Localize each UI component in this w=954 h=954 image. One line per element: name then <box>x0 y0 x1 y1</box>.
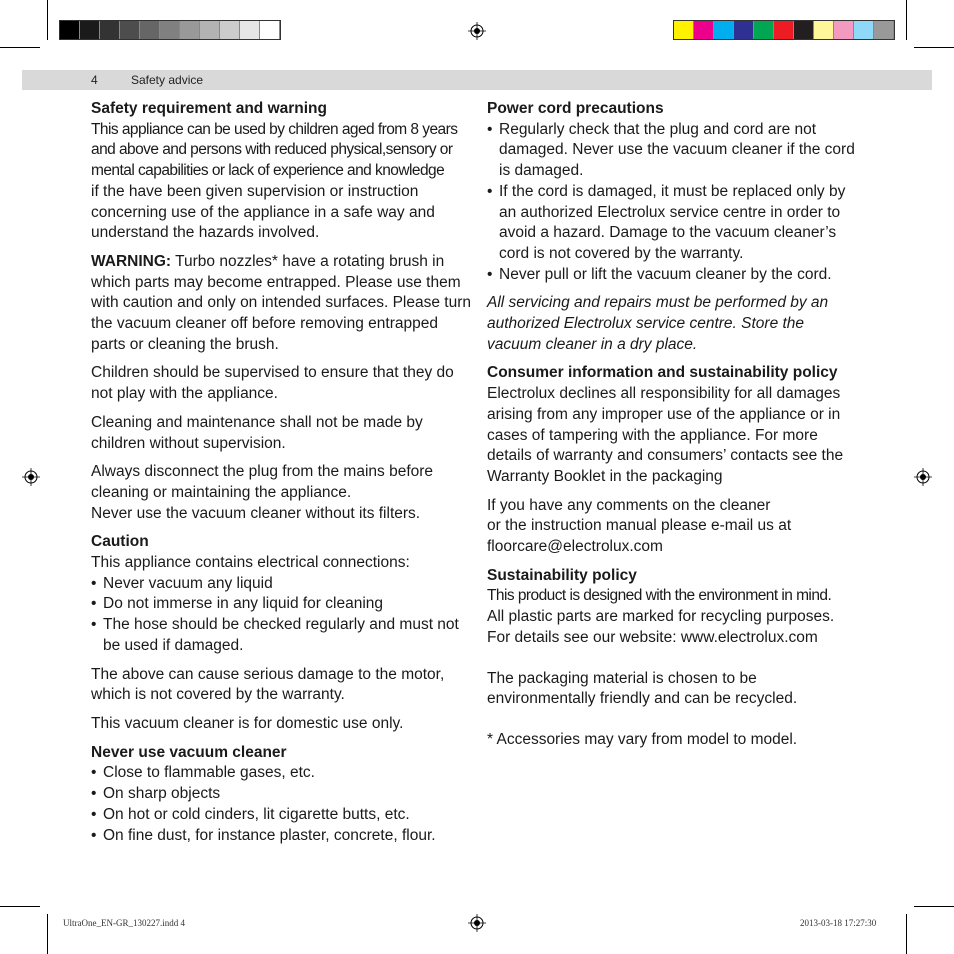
crop-mark <box>906 914 907 954</box>
paragraph-cleaning: Cleaning and maintenance shall not be made by children without supervision. <box>91 413 423 452</box>
text-line: Always disconnect the plug from the mains before cleaning or maintaining the appliance. <box>91 463 434 501</box>
section-title: Safety advice <box>131 73 204 87</box>
color-swatch <box>714 21 734 39</box>
paragraph-packaging: The packaging material is chosen to be environmentally friendly and can be recycled. <box>487 669 798 708</box>
registration-mark-icon <box>468 22 486 40</box>
heading-never-use: Never use vacuum cleaner <box>91 743 287 761</box>
paragraph-warning <box>91 252 471 356</box>
heading-sustainability: Sustainability policy <box>487 566 637 584</box>
email-address: floorcare@electrolux.com <box>487 538 663 556</box>
grayscale-color-bar <box>59 20 281 40</box>
spacer <box>487 710 862 730</box>
list-item: • On sharp objects <box>91 784 471 805</box>
paragraph-sustainability <box>487 586 862 648</box>
paragraph-domestic-use: This vacuum cleaner is for domestic use only. <box>91 714 404 732</box>
paragraph-consumer: Electrolux declines all responsibility for all damages arising from any improper use of the appliance or in cases of tampering with the appliance. For more details of warranty and consumers’ contacts see the Warranty Booklet in the packaging <box>487 385 844 485</box>
color-swatch <box>260 21 280 39</box>
color-swatch <box>180 21 200 39</box>
heading-safety-requirement: Safety requirement and warning <box>91 100 327 117</box>
color-swatch <box>160 21 180 39</box>
list-item: • The hose should be checked regularly and must not be used if damaged. <box>91 615 471 656</box>
crop-mark <box>0 906 40 907</box>
paragraph-comments <box>487 496 862 558</box>
color-swatch <box>200 21 220 39</box>
website-text: For details see our website: www.electrolux.com <box>487 628 818 646</box>
paragraph-children-usage <box>91 120 471 244</box>
crop-mark <box>47 0 48 40</box>
text-line: if the have been given supervision or instruction concerning use of the appliance in a safe way and understand the hazards involved. <box>91 182 435 242</box>
crop-mark <box>914 906 954 907</box>
list-item: • Regularly check that the plug and cord are not damaged. Never use the vacuum cleaner if the cord is damaged. <box>487 120 862 182</box>
caution-list <box>91 574 471 657</box>
paragraph-electrical: This appliance contains electrical connections: <box>91 554 410 572</box>
heading-caution: Caution <box>91 533 149 551</box>
text-line: This product is designed with the environment in mind. <box>487 587 832 605</box>
paragraph-servicing: All servicing and repairs must be performed by an authorized Electrolux service centre. Store the vacuum cleaner in a dry place. <box>487 294 829 353</box>
color-swatch <box>874 21 894 39</box>
list-item: • If the cord is damaged, it must be replaced only by an authorized Electrolux service centre in order to avoid a hazard. Damage to the vacuum cleaner’s cord is not covered by the warranty. <box>487 182 862 265</box>
heading-consumer-info: Consumer information and sustainability policy <box>487 364 838 382</box>
text-line: All plastic parts are marked for recycling purposes. <box>487 608 835 626</box>
text-line: or the instruction manual please e-mail us at <box>487 517 792 535</box>
color-swatch <box>80 21 100 39</box>
text-line: mental capabilities or lack of experience and knowledge <box>91 162 445 180</box>
list-item: • Close to flammable gases, etc. <box>91 763 471 784</box>
color-swatch <box>794 21 814 39</box>
crop-mark <box>47 914 48 954</box>
registration-mark-icon <box>22 468 40 486</box>
color-swatch <box>854 21 874 39</box>
list-item: • On fine dust, for instance plaster, concrete, flour. <box>91 826 471 847</box>
paragraph-damage: The above can cause serious damage to the motor, which is not covered by the warranty. <box>91 665 445 704</box>
color-swatch <box>674 21 694 39</box>
list-item: • On hot or cold cinders, lit cigarette butts, etc. <box>91 805 471 826</box>
left-column <box>91 99 471 854</box>
paragraph-supervision: Children should be supervised to ensure that they do not play with the appliance. <box>91 364 454 403</box>
paragraph-disconnect <box>91 462 471 524</box>
heading-power-cord: Power cord precautions <box>487 100 664 117</box>
registration-mark-icon <box>914 468 932 486</box>
color-swatch <box>754 21 774 39</box>
color-swatch <box>240 21 260 39</box>
color-swatch <box>220 21 240 39</box>
registration-mark-icon <box>468 914 486 932</box>
list-item: • Do not immerse in any liquid for cleaning <box>91 594 471 615</box>
never-use-list <box>91 763 471 846</box>
color-swatch <box>140 21 160 39</box>
color-swatch <box>834 21 854 39</box>
running-header <box>22 70 932 90</box>
slug-timestamp: 2013-03-18 17:27:30 <box>800 918 877 928</box>
slug-filename: UltraOne_EN-GR_130227.indd 4 <box>63 918 185 928</box>
warning-label: WARNING: <box>91 252 172 270</box>
color-swatch <box>734 21 754 39</box>
color-swatch <box>774 21 794 39</box>
crop-mark <box>914 47 954 48</box>
color-swatch <box>120 21 140 39</box>
power-cord-list <box>487 120 862 286</box>
process-color-bar <box>673 20 895 40</box>
text-line: Never use the vacuum cleaner without its filters. <box>91 504 421 522</box>
paragraph-accessories: * Accessories may vary from model to model. <box>487 730 798 748</box>
page-number: 4 <box>91 73 98 87</box>
crop-mark <box>0 47 40 48</box>
text-line: and above and persons with reduced physical,sensory or <box>91 141 453 159</box>
spacer <box>487 649 862 669</box>
text-line: If you have any comments on the cleaner <box>487 496 771 514</box>
right-column <box>487 99 862 751</box>
crop-mark <box>906 0 907 40</box>
warning-text: Turbo nozzles* have a rotating brush in which parts may become entrapped. Please use them with caution and only on intended surfaces. Please turn the vacuum cleaner off before removing entrapped parts or cleaning the brush. <box>91 252 471 353</box>
color-swatch <box>60 21 80 39</box>
color-swatch <box>694 21 714 39</box>
color-swatch <box>814 21 834 39</box>
list-item: • Never pull or lift the vacuum cleaner by the cord. <box>487 265 862 286</box>
text-line: This appliance can be used by children aged from 8 years <box>91 120 458 138</box>
color-swatch <box>100 21 120 39</box>
list-item: • Never vacuum any liquid <box>91 574 471 595</box>
